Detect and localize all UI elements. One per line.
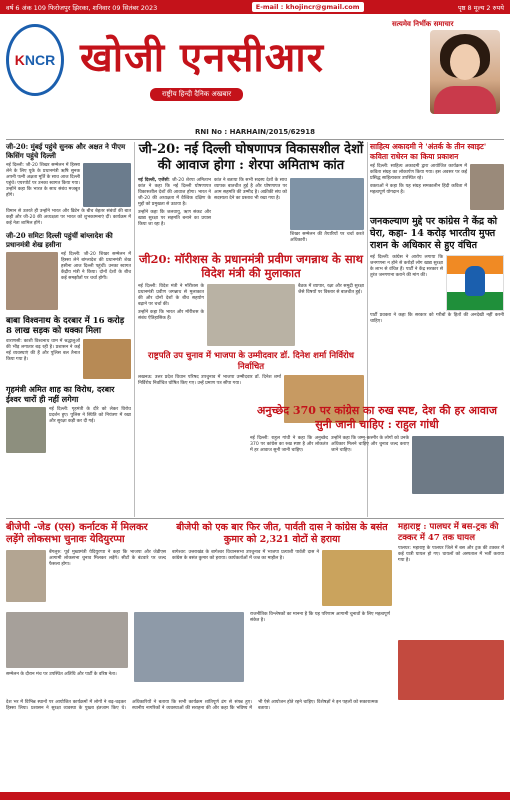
portrait-photo [430, 30, 500, 114]
temple-photo [83, 339, 131, 379]
footer-bar [0, 792, 510, 800]
right-headline-2: जनकल्याण मुद्दे पर कांग्रेस ने केंद्र को घेरा, कहा- 14 करोड़ भारतीय मुफ्त राशन के अधिकार से हुए वंचित [370, 216, 498, 251]
sunak-photo [83, 163, 131, 207]
email-link[interactable]: E-mail : khojincr@gmail.com [252, 2, 364, 12]
left-headline-3: बाबा विश्वनाथ के दरबार में 16 करोड़ 8 लाख सड़क को धक्का मिला [6, 316, 125, 336]
bottom-photo-2 [134, 612, 244, 682]
left-text-2: नई दिल्ली: जी-20 शिखर सम्मेलन में हिस्सा लेने बांग्लादेश की प्रधानमंत्री शेख हसीना आज दिल्ली पहुंचीं। उनका स्वागत केंद्रीय मंत्री ने किया। दोनों देशों के बीच कई समझौतों पर चर्चा होगी। [61, 252, 131, 281]
right-headline-3: महाराष्ट्र : पालघर में बस-ट्रक की टक्कर में 47 तक घायल [398, 522, 499, 543]
main-text-3: लखनऊ: उत्तर प्रदेश विधान परिषद उपचुनाव में भाजपा उम्मीदवार डॉ. दिनेश शर्मा निर्विरोध निर्वाचित घोषित किए गए। उन्हें प्रमाण पत्र सौंपा गया। [138, 375, 281, 386]
divider [6, 139, 504, 140]
bottom-photo-1 [6, 612, 128, 668]
main-byline: नई दिल्ली, एजेंसी [138, 178, 169, 183]
khoji-logo-icon [6, 24, 64, 96]
main-headline-2: जी20: मॉरीशस के प्रधानमंत्री प्रवीण जगन्नाथ के साथ विदेश मंत्री की मुलाकात [139, 252, 363, 280]
right-text-1: नई दिल्ली: साहित्य अकादमी द्वारा आयोजित कार्यक्रम में कविता संग्रह का लोकार्पण किया गया। इस अवसर पर कई प्रसिद्ध साहित्यकार उपस्थित रहे। वक्ताओं ने कहा कि यह संग्रह समकालीन हिंदी कविता में महत्वपूर्ण योगदान है। [370, 164, 467, 195]
page-price: पृष्ठ 8 मूल्य 2 रुपये [457, 3, 504, 12]
main-column: जी-20: नई दिल्ली घोषणापत्र विकासशील देशों की आवाज होगा : शेरपा अमिताभ कांत नई दिल्ली, एजेंसी: जी-20 शेरपा अमिताभ कांत ने कहा कि नई दिल्ली घोषणापत्र विकासशील देशों की आवाज होगा। भारत ने जी-20 की अध्यक्षता में वैश्विक दक्षिण के मुद्दों को प्रमुखता से उठाया है। उन्होंने कहा कि जलवायु, ऋण संकट और खाद्य सुरक्षा पर सहमति बनाने का प्रयास किया जा रहा है। कांत ने बताया कि सभी सदस्य देशों के साथ व्यापक बातचीत हुई है और घोषणापत्र पर आम सहमति की उम्मीद है। अफ्रीकी संघ को सदस्यता देने का प्रस्ताव भी रखा गया है। शिखर सम्मेलन की तैयारियों पर चर्चा करते अधिकारी। जी20: मॉरीशस के प्रधानमंत्री प्रवीण जगन्नाथ के साथ विदेश मंत्री की मुलाकात नई दिल्ली: विदेश मंत्री ने मॉरीशस के प्रधानमंत्री प्रवीण जगन्नाथ से मुलाकात की और दोनों देशों के बीच सहयोग बढ़ाने पर चर्चा की। उन्होंने कहा कि भारत और मॉरीशस के संबंध ऐतिहासिक हैं। बैठक में व्यापार, रक्षा और समुद्री सुरक्षा जैसे विषयों पर विस्तार से बातचीत हुई। राष्ट्रपति उप चुनाव में भाजपा के उम्मीदवार डॉ. दिनेश शर्मा निर्विरोध निर्वाचित लखनऊ: उत्तर प्रदेश विधान परिषद उपचुनाव में भाजपा उम्मीदवार डॉ. दिनेश शर्मा निर्विरोध निर्वाचित घोषित किए गए। उन्हें प्रमाण पत्र सौंपा गया। [138, 142, 364, 423]
main-text-1: नई दिल्ली, एजेंसी: जी-20 शेरपा अमिताभ कांत ने कहा कि नई दिल्ली घोषणापत्र विकासशील देशों की आवाज होगा। भारत ने जी-20 की अध्यक्षता में वैश्विक दक्षिण के मुद्दों को प्रमुखता से उठाया है। उन्होंने कहा कि जलवायु, ऋण संकट और खाद्य सुरक्षा पर सहमति बनाने का प्रयास किया जा रहा है। [138, 178, 211, 227]
victory-photo [322, 550, 392, 606]
main-headline-1: जी-20: नई दिल्ली घोषणापत्र विकासशील देशों की आवाज होगा : शेरपा अमिताभ कांत [138, 142, 364, 173]
main-text-1b: कांत ने बताया कि सभी सदस्य देशों के साथ व्यापक बातचीत हुई है और घोषणापत्र पर आम सहमति की उम्मीद है। अफ्रीकी संघ को सदस्यता देने का प्रस्ताव भी रखा गया है। [214, 178, 287, 201]
issue-info: वर्ष 6 अंक 109 फिरोजपुर झिरका, शनिवार 09 सितंबर 2023 [6, 3, 158, 12]
right-headline-1: साहित्य अकादमी ने 'अंतर्क के तीन स्वाइट' कविता राधेरन का किया प्रकाशन [370, 142, 487, 161]
main-headline-4: अनुच्छेद 370 पर कांग्रेस का रुख स्पष्ट, देश की हर आवाज सुनी जानी चाहिए : राहुल गांधी [256, 404, 498, 431]
logo-text: NCR [24, 52, 56, 68]
rahul-gandhi-photo [412, 436, 504, 494]
bottom-main-text: बागेश्वर: उत्तराखंड के बागेश्वर विधानसभा उपचुनाव में भाजपा प्रत्याशी पार्वती दास ने कांग्रेस के बसंत कुमार को हराया। कार्यकर्ताओं में जश्न का माहौल है। [172, 550, 319, 561]
right-column: साहित्य अकादमी ने 'अंतर्क के तीन स्वाइट' कविता राधेरन का किया प्रकाशन नई दिल्ली: साहित्य अकादमी द्वारा आयोजित कार्यक्रम में कविता संग्रह का लोकार्पण किया गया। इस अवसर पर कई प्रसिद्ध साहित्यकार उपस्थित रहे। वक्ताओं ने कहा कि यह संग्रह समकालीन हिंदी कविता में महत्वपूर्ण योगदान है। जनकल्याण मुद्दे पर कांग्रेस ने केंद्र को घेरा, कहा- 14 करोड़ भारतीय मुफ्त राशन के अधिकार से हुए वंचित नई दिल्ली: कांग्रेस ने आरोप लगाया कि जनगणना न होने से करोड़ों लोग खाद्य सुरक्षा के लाभ से वंचित हैं। पार्टी ने केंद्र सरकार से तुरंत जनगणना कराने की मांग की। पार्टी प्रवक्ता ने कहा कि सरकार को गरीबों के हितों की अनदेखी नहीं करनी चाहिए। [370, 142, 504, 324]
tagline: राष्ट्रीय हिन्दी दैनिक अखबार [150, 88, 243, 101]
logo-k: K [14, 52, 25, 68]
column-separator [134, 142, 135, 517]
left-column [6, 142, 131, 453]
yeddyurappa-photo [6, 550, 46, 602]
bottom-left-text: बेंगलुरु: पूर्व मुख्यमंत्री येदियुरप्पा ने कहा कि भाजपा और जेडीएस आगामी लोकसभा चुनाव मिलकर लड़ेंगे। सीटों के बंटवारे पर जल्द फैसला होगा। [49, 550, 166, 567]
right-text-2: नई दिल्ली: कांग्रेस ने आरोप लगाया कि जनगणना न होने से करोड़ों लोग खाद्य सुरक्षा के लाभ से वंचित हैं। पार्टी ने केंद्र सरकार से तुरंत जनगणना कराने की मांग की। [370, 255, 443, 278]
author-photo [470, 164, 504, 210]
main-headline-3: राष्ट्रपति उप चुनाव में भाजपा के उम्मीदवार डॉ. दिनेश शर्मा निर्विरोध निर्वाचित [148, 351, 354, 372]
shah-photo [6, 407, 46, 453]
hasina-photo [6, 252, 58, 310]
masthead [0, 14, 510, 124]
newspaper-title: खोजी एनसीआर [80, 34, 325, 81]
left-text-1b: विमान से उतरते ही उन्होंने भारत और ब्रिटेन के बीच बेहतर संबंधों की बात कही और जी-20 की अध्यक्षता पर भारत को शुभकामनाएं दीं। कार्यक्रम में कई नेता शामिल होंगे। [6, 209, 131, 226]
main-text-2b: बैठक में व्यापार, रक्षा और समुद्री सुरक्षा जैसे विषयों पर विस्तार से बातचीत हुई। [298, 284, 364, 295]
slogan: सत्यमेव निर्भीक समाचार [392, 20, 454, 28]
mauritius-meeting-photo [207, 284, 295, 346]
left-headline-1: जी-20: मुंबई पहुंचे सुनक और अक्षत ने पीएम किसिंग पहुंचे दिल्ली [6, 142, 126, 160]
left-headline-4: गृहमंत्री अमित शाह का विरोध, दरबार ईश्वर चारों ही नहीं लगेगा [6, 384, 115, 404]
congress-hand-icon [446, 255, 504, 311]
main-text-4: नई दिल्ली: राहुल गांधी ने कहा कि अनुच्छेद 370 पर कांग्रेस का रुख स्पष्ट है और लोकतंत्र में हर आवाज सुनी जानी चाहिए। [250, 436, 328, 453]
left-headline-5: बीजेपी -जेड (एस) कर्नाटक में मिलकर लड़ेंगे लोकसभा चुनावः येदियुरप्पा [6, 522, 148, 545]
bottom-right-text: पालघर: महाराष्ट्र के पालघर जिले में बस और ट्रक की टक्कर में कई यात्री घायल हो गए। घायलों को अस्पताल में भर्ती कराया गया है। [398, 546, 504, 563]
top-info-bar [0, 0, 510, 14]
bus-accident-photo [398, 640, 504, 700]
divider-2 [6, 518, 504, 519]
main-headline-5: बीजेपी को एक बार फिर जीत, पार्वती दास ने कांग्रेस के बसंत कुमार को 2,321 वोटों से हराया [176, 522, 388, 545]
left-text-3: वाराणसी: काशी विश्वनाथ धाम में श्रद्धालुओं की भीड़ लगातार बढ़ रही है। प्रशासन ने कई नई व्यवस्थाएं की हैं और पुलिस बल तैनात किया गया है। [6, 339, 80, 362]
left-text-1: नई दिल्ली: जी-20 शिखर सम्मेलन में हिस्सा लेने के लिए यूके के प्रधानमंत्री ऋषि सुनक अपनी पत्नी अक्षता मूर्ति के साथ आज दिल्ली पहुंचे। एयरपोर्ट पर उनका स्वागत किया गया। उन्होंने कहा कि भारत के साथ संबंध मजबूत होंगे। [6, 163, 80, 198]
bottom-long-text: देश भर में विभिन्न स्थानों पर आयोजित कार्यक्रमों में लोगों ने बढ़-चढ़कर हिस्सा लिया। प्रशासन ने सुरक्षा व्यवस्था के पुख्ता इंतजाम किए थे। अधिकारियों ने बताया कि सभी कार्यक्रम शांतिपूर्ण ढंग से संपन्न हुए। स्थानीय नागरिकों ने व्यवस्थाओं की सराहना की और कहा कि भविष्य में भी ऐसे आयोजन होते रहने चाहिए। विशेषज्ञों ने इन पहलों को सकारात्मक बताया। [6, 700, 378, 711]
kant-photo [290, 178, 364, 230]
left-headline-2: जी-20 समिटः दिल्ली पहुंचीं बांग्लादेश की प्रधानमंत्री शेख हसीना [6, 231, 113, 249]
left-text-4: नई दिल्ली: गृहमंत्री के दौरे को लेकर विरोध प्रदर्शन हुए। पुलिस ने स्थिति को नियंत्रण में रखा और सुरक्षा कड़ी कर दी गई। [49, 407, 131, 424]
main-text-2: नई दिल्ली: विदेश मंत्री ने मॉरीशस के प्रधानमंत्री प्रवीण जगन्नाथ से मुलाकात की और दोनों देशों के बीच सहयोग बढ़ाने पर चर्चा की। उन्होंने कहा कि भारत और मॉरीशस के संबंध ऐतिहासिक हैं। [138, 284, 204, 321]
rni-number: RNI No : HARHAIN/2015/62918 [195, 128, 315, 136]
